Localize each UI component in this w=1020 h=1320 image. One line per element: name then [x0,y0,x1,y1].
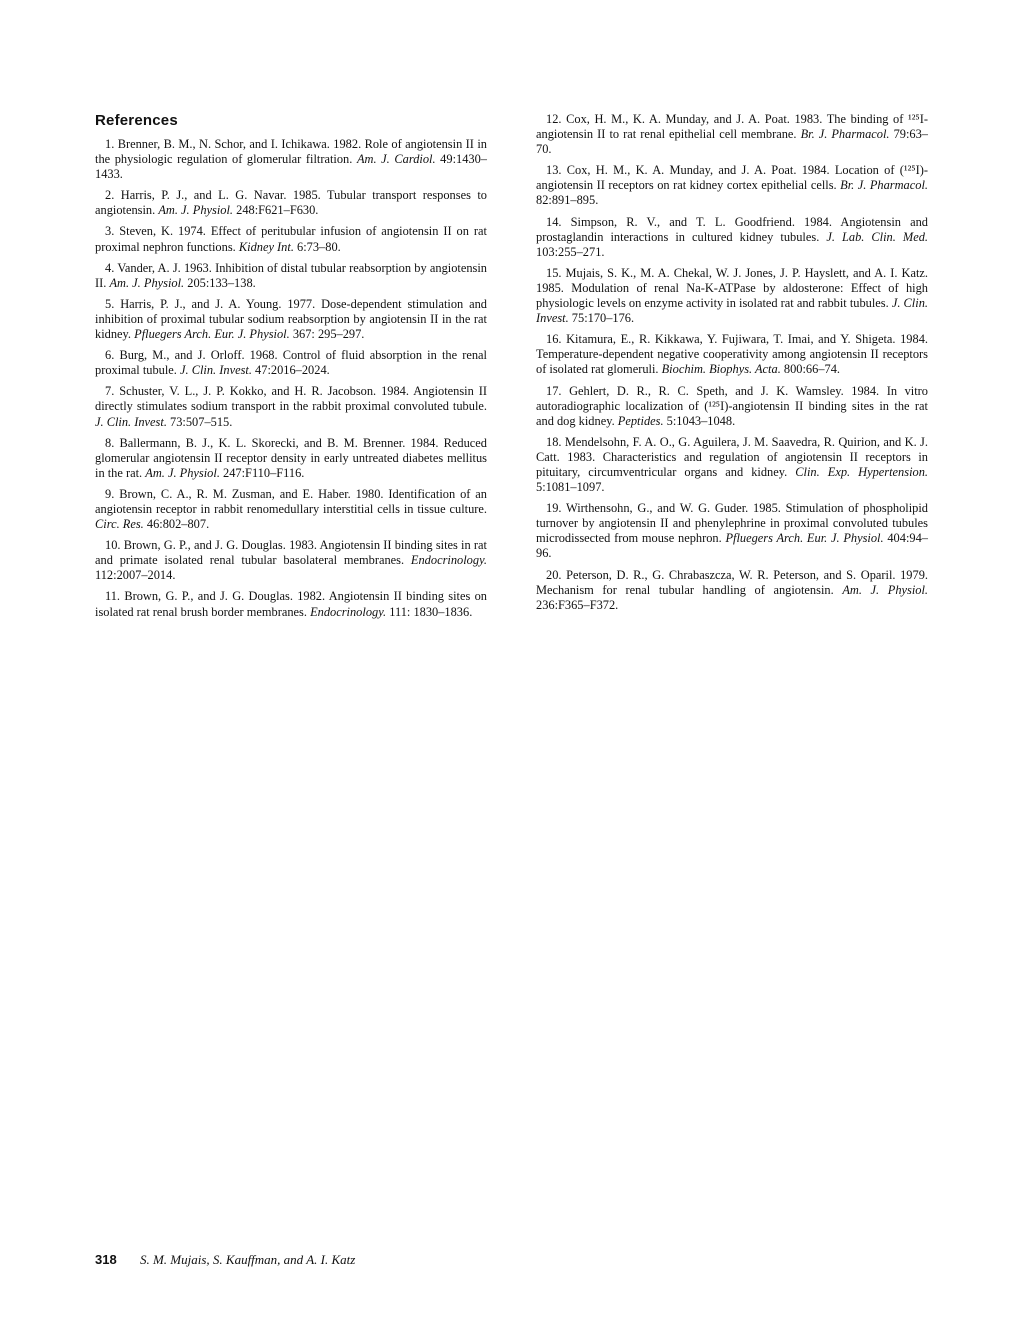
reference-text: Cox, H. M., K. A. Munday, and J. A. Poat. 1983. The binding of ¹²⁵I-angiotensin II to rat renal epithelial cell membrane. [536,112,928,142]
reference-number: 8. [105,435,115,450]
reference-journal: Endocrinology. [310,604,387,619]
reference-volume-pages: 5:1081–1097. [536,480,605,495]
reference-item [95,137,487,182]
reference-volume-pages: 6:73–80. [297,239,341,254]
reference-journal: Br. J. Pharmacol. [800,127,890,142]
reference-volume-pages: 112:2007–2014. [95,568,176,583]
reference-number: 1. [105,137,115,151]
reference-text: Ballermann, B. J., K. L. Skorecki, and B. M. Brenner. 1984. Reduced glomerular angiotensin II receptor density in early untreated diabetes mellitus in the rat. [95,435,488,480]
reference-journal: Br. J. Pharmacol. [840,178,928,193]
reference-journal: Kidney Int. [238,239,294,254]
reference-journal: Peptides. [617,413,664,428]
reference-item [536,163,928,208]
reference-volume-pages: 103:255–271. [536,244,605,259]
reference-volume-pages: 800:66–74. [783,362,841,377]
reference-journal: Clin. Exp. Hypertension. [795,464,928,479]
reference-item [95,589,487,619]
reference-volume-pages: 247:F110–F116. [223,465,305,480]
reference-number: 15. [546,265,562,280]
reference-journal: J. Lab. Clin. Med. [826,229,928,244]
reference-journal: Circ. Res. [95,517,144,532]
reference-journal: Am. J. Physiol. [145,465,220,480]
reference-volume-pages: 75:170–176. [571,311,635,326]
reference-text: Wirthensohn, G., and W. G. Guder. 1985. Stimulation of phospholipid turnover by angiotensin II and phenylephrine in proximal convoluted tubules microdissected from mouse nephron. [536,501,928,546]
reference-journal: J. Clin. Invest. [180,363,252,378]
reference-item [536,266,928,326]
reference-text: Brenner, B. M., N. Schor, and I. Ichikawa. 1982. Role of angiotensin II in the physiologic regulation of glomerular filtration. [95,137,487,167]
reference-journal: J. Clin. Invest. [95,414,167,429]
reference-journal: J. Clin. Invest. [536,296,928,326]
reference-journal: Am. J. Cardiol. [356,152,436,167]
reference-item [536,435,928,495]
reference-volume-pages: 79:63–70. [536,127,928,157]
reference-text: Schuster, V. L., J. P. Kokko, and H. R. Jacobson. 1984. Angiotensin II directly stimulates sodium transport in the rabbit proximal convoluted tubule. [95,384,487,414]
reference-text: Burg, M., and J. Orloff. 1968. Control of fluid absorption in the renal proximal tubule. [95,348,487,378]
reference-item [536,112,928,157]
reference-volume-pages: 236:F365–F372. [536,597,619,612]
reference-item [536,568,928,613]
references-heading: References [95,112,178,129]
reference-journal: Biochim. Biophys. Acta. [661,362,781,377]
reference-item [95,261,487,291]
reference-text: Brown, C. A., R. M. Zusman, and E. Haber. 1980. Identification of an angiotensin receptor in rabbit renomedullary interstitial cells in tissue culture. [95,486,487,516]
reference-text: Harris, P. J., and J. A. Young. 1977. Dose-dependent stimulation and inhibition of proximal tubular sodium reabsorption by angiotensin II in the rat kidney. [95,296,487,342]
reference-item [95,297,487,342]
reference-number: 3. [105,224,115,239]
reference-item [536,332,928,377]
reference-item [95,436,487,481]
reference-number: 10. [105,538,121,553]
right-reference-list [536,112,928,613]
reference-volume-pages: 404:94–96. [536,531,928,561]
reference-volume-pages: 367: 295–297. [292,327,365,342]
reference-volume-pages: 47:2016–2024. [255,363,330,378]
running-authors: S. M. Mujais, S. Kauffman, and A. I. Katz [139,1252,356,1267]
reference-journal: Am. J. Physiol. [109,275,185,290]
reference-number: 13. [546,163,562,178]
reference-volume-pages: 73:507–515. [170,414,233,429]
reference-text: Peterson, D. R., G. Chrabaszcza, W. R. Peterson, and S. Oparil. 1979. Mechanism for renal tubular handling of angiotensin. [536,567,928,597]
reference-text: Steven, K. 1974. Effect of peritubular infusion of angiotensin II on rat proximal nephron functions. [95,224,487,254]
reference-text: Cox, H. M., K. A. Munday, and J. A. Poat. 1984. Location of (¹²⁵I)-angiotensin II receptors on rat kidney cortex epithelial cells. [536,163,928,193]
right-column [536,112,928,619]
reference-journal: Pfluegers Arch. Eur. J. Physiol. [725,531,884,546]
left-column [95,112,487,626]
reference-number: 7. [105,384,115,399]
reference-text: Mujais, S. K., M. A. Chekal, W. J. Jones, J. P. Hayslett, and A. I. Katz. 1985. Modulation of renal Na-K-ATPase by aldosterone: Effect of high physiologic levels on enzyme activity in isolated rat and rabbit tubules. [536,265,928,311]
reference-item [95,487,487,532]
reference-volume-pages: 82:891–895. [536,193,599,208]
reference-text: Brown, G. P., and J. G. Douglas. 1983. Angiotensin II binding sites in rat and primate isolated renal tubular basolateral membranes. [95,538,487,568]
page-number: 318 [95,1252,117,1267]
reference-number: 19. [546,501,562,516]
reference-number: 16. [546,332,562,347]
reference-item [536,501,928,561]
reference-item [95,224,487,254]
reference-number: 9. [105,486,115,501]
reference-volume-pages: 205:133–138. [187,275,256,290]
reference-item [95,384,487,429]
reference-text: Brown, G. P., and J. G. Douglas. 1982. Angiotensin II binding sites on isolated rat renal brush border membranes. [95,589,487,619]
reference-journal: Endocrinology. [410,553,487,568]
reference-text: Mendelsohn, F. A. O., G. Aguilera, J. M. Saavedra, R. Quirion, and K. J. Catt. 1983. Characteristics and regulation of angiotensin II receptors in pituitary, circumventricular organs and kidney. [536,434,928,479]
reference-journal: Am. J. Physiol. [158,203,234,218]
reference-item [95,348,487,378]
reference-text: Vander, A. J. 1963. Inhibition of distal tubular reabsorption by angiotensin II. [95,260,488,290]
reference-journal: Am. J. Physiol. [842,582,929,597]
reference-text: Harris, P. J., and L. G. Navar. 1985. Tubular transport responses to angiotensin. [95,188,487,218]
reference-text: Simpson, R. V., and T. L. Goodfriend. 1984. Angiotensin and prostaglandin interactions in cultured kidney tubules. [536,214,928,244]
reference-number: 6. [105,348,115,363]
reference-volume-pages: 248:F621–F630. [236,203,319,218]
reference-number: 12. [546,112,562,126]
reference-journal: Pfluegers Arch. Eur. J. Physiol. [134,327,290,342]
reference-number: 18. [546,434,562,449]
reference-number: 14. [546,214,562,229]
reference-volume-pages: 49:1430–1433. [95,152,487,182]
reference-volume-pages: 111: 1830–1836. [389,604,473,619]
reference-number: 11. [105,589,121,604]
reference-item [536,215,928,260]
reference-number: 2. [105,188,115,203]
reference-volume-pages: 46:802–807. [146,517,210,532]
reference-number: 5. [105,296,115,311]
reference-item [536,384,928,429]
page-footer [95,1252,355,1268]
reference-item [95,538,487,583]
reference-number: 17. [546,383,562,398]
reference-number: 20. [546,567,562,582]
reference-volume-pages: 5:1043–1048. [666,413,736,428]
reference-text: Gehlert, D. R., R. C. Speth, and J. K. Wamsley. 1984. In vitro autoradiographic localization of (¹²⁵I)-angiotensin II binding sites in the rat and dog kidney. [536,383,928,428]
reference-item [95,188,487,218]
reference-text: Kitamura, E., R. Kikkawa, Y. Fujiwara, T. Imai, and Y. Shigeta. 1984. Temperature-dependent negative cooperativity among angiotensin II receptors of isolated rat glomeruli. [536,332,928,377]
reference-number: 4. [105,260,115,275]
left-reference-list [95,137,487,620]
